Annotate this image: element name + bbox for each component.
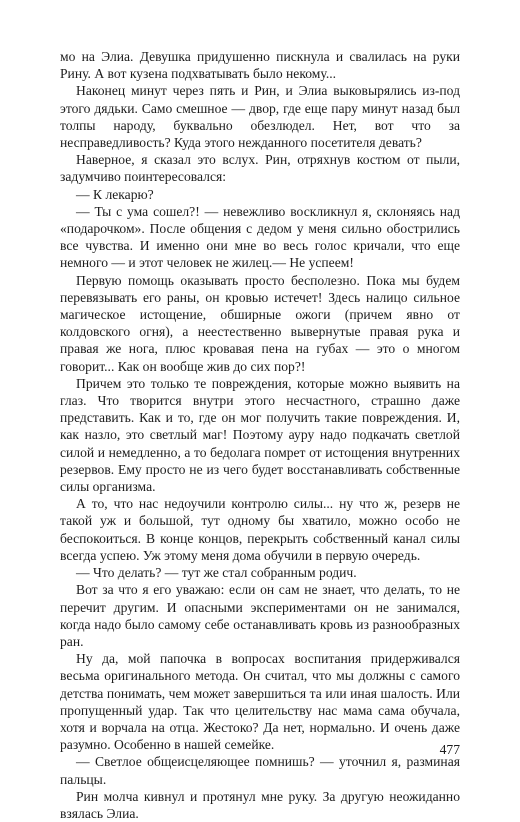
body-text: [60, 48, 460, 822]
paragraph: Причем это только те повреждения, которые можно выявить на глаз. Что творится внутри этого несчастного, страшно даже представить. Как и то, где он мог получить такие повреждения. И, как назло, это светлый маг! Поэтому ауру надо подкачать светлой силой и немедленно, а то бедолага помрет от истощения внутренних резервов. Ему просто не из чего будет восстанавливать собственные силы организма.: [60, 375, 460, 495]
paragraph: Первую помощь оказывать просто бесполезно. Пока мы будем перевязывать его раны, он кровью истечет! Здесь налицо сильное магическое истощение, обширные ожоги (причем явно от колдовского огня), а неестественно вывернутые правая рука и правая же нога, плюс кровавая пена на губах — это о многом говорит... Как он вообще жив до сих пор?!: [60, 272, 460, 374]
paragraph: Ну да, мой папочка в вопросах воспитания придерживался весьма оригинального метода. Он считал, что мы должны с самого детства понимать, чем может завершиться та или иная шалость. Или пропущенный удар. Так что целительству нас мама сама обучала, хотя и ворчала на отца. Жестоко? Да нет, нормально. И очень даже разумно. Особенно в нашей семейке.: [60, 651, 460, 753]
page-number: 477: [439, 742, 460, 757]
paragraph: — Ты с ума сошел?! — невежливо воскликнул я, склоняясь над «подарочком». После общения с дедом у меня сильно обострились все чувства. И именно они мне во весь голос кричали, что еще немного — и этот человек не жилец.— Не успеем!: [60, 203, 460, 271]
paragraph: — Светлое общеисцеляющее помнишь? — уточнил я, разминая пальцы.: [60, 754, 460, 787]
paragraph: Наверное, я сказал это вслух. Рин, отряхнув костюм от пыли, задумчиво поинтересовался:: [60, 152, 460, 185]
paragraph: А то, что нас недоучили контролю силы... ну что ж, резерв не такой уж и большой, тут одному бы хватило, можно особо не беспокоиться. В конце концов, перекрыть собственный канал силы всегда успею. Уж этому меня дома обучили в первую очередь.: [60, 496, 460, 563]
paragraph: мо на Элиа. Девушка придушенно пискнула и свалилась на руки Рину. А вот кузена подхватывать было некому...: [60, 49, 460, 82]
paragraph: — К лекарю?: [76, 186, 154, 202]
paragraph: — Что делать? — тут же стал собранным родич.: [76, 565, 357, 581]
paragraph: Вот за что я его уважаю: если он сам не знает, что делать, то не перечит другим. И опасными экспериментами он не занимался, когда надо было самому себе останавливать кровь из разнообразных ран.: [60, 582, 460, 649]
paragraph: Рин молча кивнул и протянул мне руку. За другую неожиданно взялась Элиа.: [60, 788, 460, 821]
paragraph: Наконец минут через пять и Рин, и Элиа выковырялись из-под этого дядьки. Само смешное — двор, где еще пару минут назад был толпы народу, буквально обезлюдел. Нет, вот что за несправедливость? Куда этого нежданного посетителя девать?: [60, 83, 460, 151]
